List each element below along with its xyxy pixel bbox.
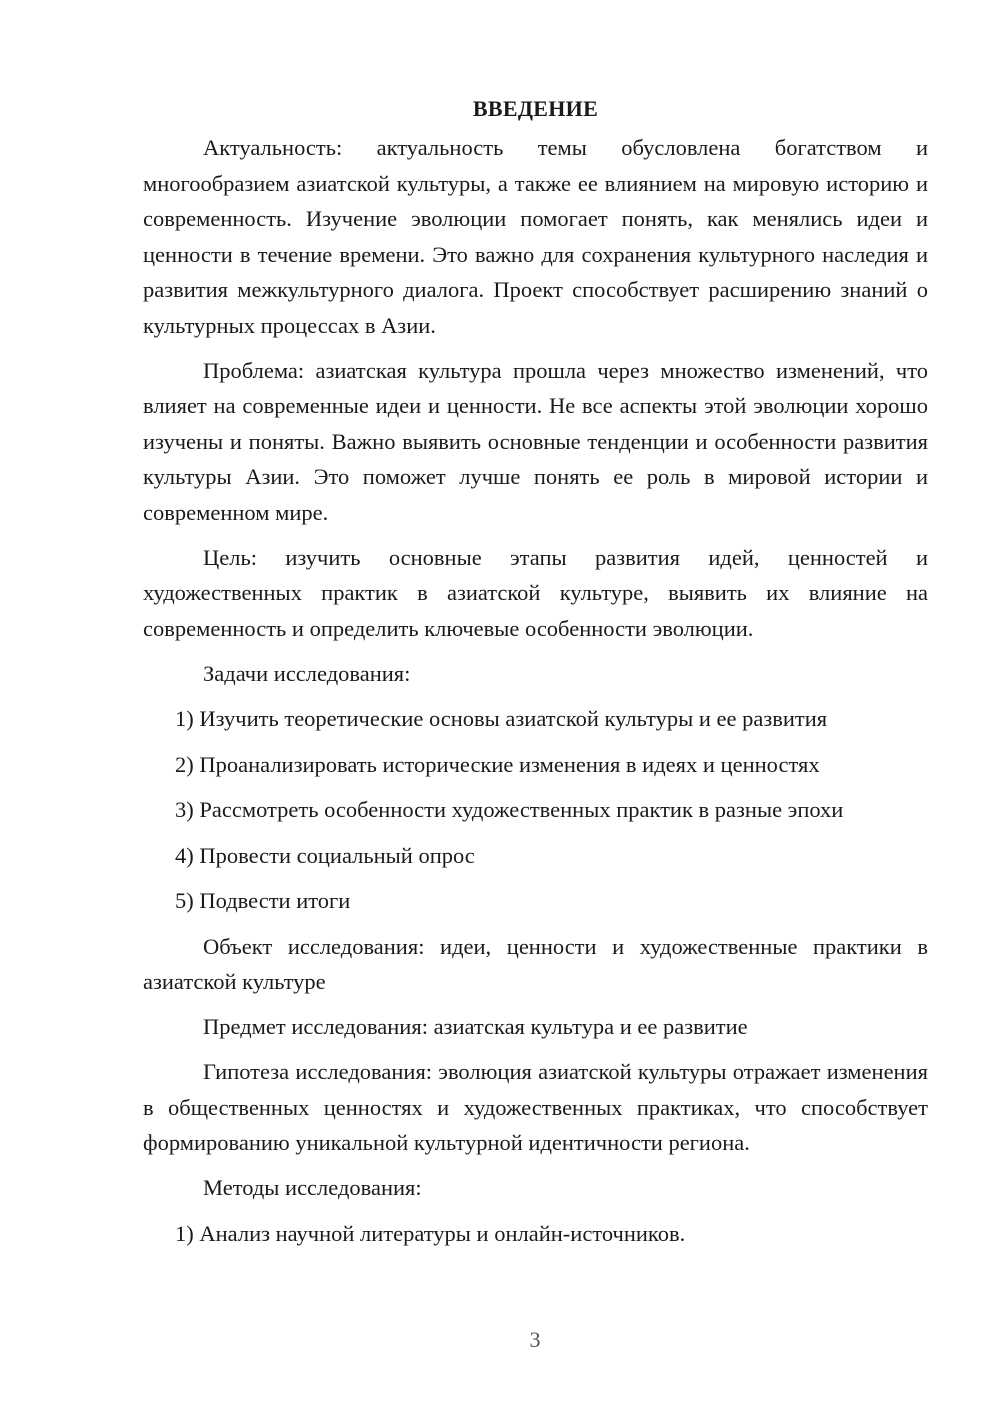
- task-item: 2) Проанализировать исторические изменения в идеях и ценностях: [175, 751, 820, 777]
- task-item: 3) Рассмотреть особенности художественных практик в разные эпохи: [175, 797, 844, 822]
- goal-paragraph: Цель: изучить основные этапы развития идей, ценностей и художественных практик в азиатской культуре, выявить их влияние на современность и определить ключевые особенности эволюции.: [143, 544, 928, 641]
- object-paragraph: Объект исследования: идеи, ценности и художественные практики в азиатской культуре: [143, 933, 928, 994]
- subject-paragraph: Предмет исследования: азиатская культура и ее развитие: [203, 1014, 748, 1039]
- document-page: [143, 92, 928, 1261]
- hypothesis-paragraph: Гипотеза исследования: эволюция азиатской культуры отражает изменения в общественных ценностях и художественных практиках, что способствует формированию уникальной культурной идентичности региона.: [143, 1059, 928, 1155]
- methods-list: [143, 1216, 928, 1252]
- tasks-label: Задачи исследования:: [203, 660, 411, 686]
- method-item: 1) Анализ научной литературы и онлайн-источников.: [175, 1220, 686, 1246]
- problem-paragraph: Проблема: азиатская культура прошла через множество изменений, что влияет на современные идеи и ценности. Не все аспекты этой эволюции хорошо изучены и поняты. Важно выявить основные тенденции и особенности развития культуры Азии. Это поможет лучше понять ее роль в мировой истории и современном мире.: [143, 357, 928, 525]
- task-item: 1) Изучить теоретические основы азиатской культуры и ее развития: [175, 706, 828, 731]
- methods-label: Методы исследования:: [203, 1175, 422, 1200]
- task-item: 5) Подвести итоги: [175, 888, 351, 913]
- task-item: 4) Провести социальный опрос: [175, 842, 475, 868]
- page-title: ВВЕДЕНИЕ: [472, 96, 599, 121]
- relevance-paragraph: Актуальность: актуальность темы обусловлена богатством и многообразием азиатской культуры, а также ее влиянием на мировую историю и современность. Изучение эволюции помогает понять, как менялись идеи и ценности в течение времени. Это важно для сохранения культурного наследия и развития межкультурного диалога. Проект способствует расширению знаний о культурных процессах в Азии.: [143, 135, 928, 338]
- page-number: 3: [529, 1327, 541, 1352]
- tasks-list: [143, 701, 928, 919]
